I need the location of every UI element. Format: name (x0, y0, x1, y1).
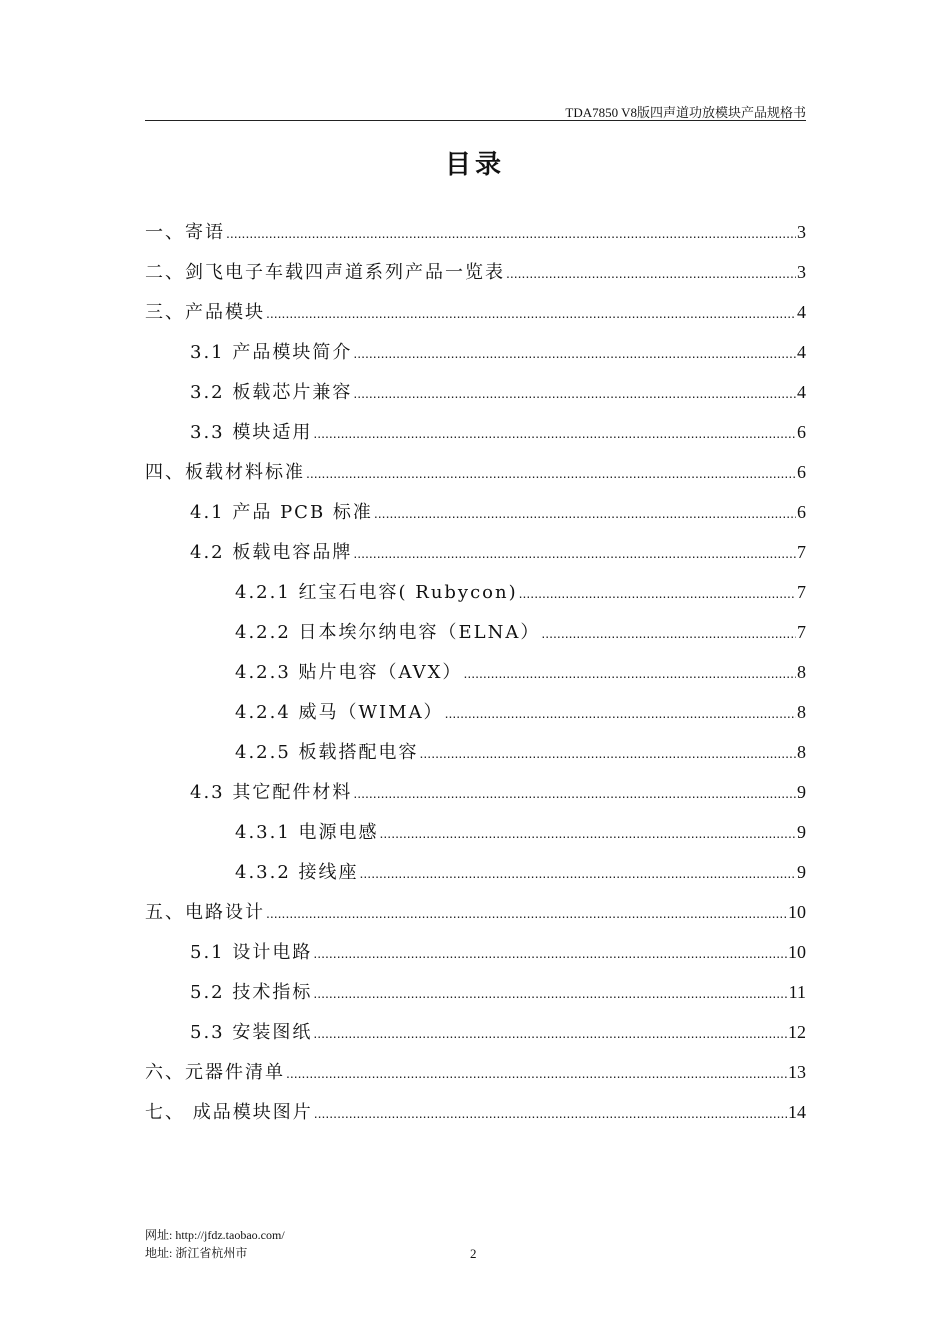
toc-dot-leader (353, 385, 796, 401)
footer-website (145, 1226, 806, 1244)
toc-dot-leader (353, 785, 796, 801)
toc-entry-page: 12 (788, 1022, 806, 1042)
toc-dot-leader (506, 265, 796, 281)
toc-entry-page: 10 (788, 942, 806, 962)
toc-dot-leader (360, 865, 796, 881)
toc-entry-page: 9 (797, 862, 806, 882)
toc-entry-label: 三、产品模块 (145, 302, 265, 323)
toc-entry-label: 四、板载材料标准 (145, 462, 305, 483)
toc-entry-label: 4.2 板载电容品牌 (190, 542, 353, 563)
footer-address-label: 地址: (145, 1246, 173, 1260)
toc-dot-leader (445, 705, 796, 721)
toc-dot-leader (380, 825, 796, 841)
toc-entry[interactable] (145, 218, 806, 258)
toc-entry[interactable] (145, 418, 806, 458)
toc-entry[interactable] (145, 618, 806, 658)
toc-entry[interactable] (145, 298, 806, 338)
toc-entry[interactable] (145, 458, 806, 498)
toc-dot-leader (353, 345, 796, 361)
page-header (145, 100, 806, 121)
toc-entry-page: 6 (797, 462, 806, 482)
toc-entry-page: 7 (797, 542, 806, 562)
toc-entry[interactable] (145, 898, 806, 938)
toc-dot-leader (374, 505, 796, 521)
toc-dot-leader (306, 465, 796, 481)
toc-entry-page: 9 (797, 822, 806, 842)
toc-entry-label: 3.2 板载芯片兼容 (190, 382, 353, 403)
toc-entry-page: 3 (797, 262, 806, 282)
toc-entry-label: 5.1 设计电路 (190, 942, 313, 963)
footer-website-label: 网址: (145, 1228, 173, 1242)
toc-dot-leader (314, 1105, 787, 1121)
toc-entry-label: 4.3.2 接线座 (235, 862, 359, 883)
toc-entry-label: 4.2.5 板载搭配电容 (235, 742, 419, 763)
toc-entry-page: 13 (788, 1062, 806, 1082)
toc-entry[interactable] (145, 578, 806, 618)
toc-entry[interactable] (145, 498, 806, 538)
table-of-contents (145, 218, 806, 1138)
toc-entry-page: 8 (797, 742, 806, 762)
toc-entry[interactable] (145, 338, 806, 378)
toc-entry-page: 4 (797, 302, 806, 322)
toc-dot-leader (353, 545, 796, 561)
toc-entry-label: 七、 成品模块图片 (145, 1102, 313, 1123)
toc-entry-label: 5.3 安装图纸 (190, 1022, 313, 1043)
toc-entry-page: 14 (788, 1102, 806, 1122)
toc-entry[interactable] (145, 738, 806, 778)
toc-entry[interactable] (145, 1098, 806, 1138)
toc-entry-label: 二、剑飞电子车载四声道系列产品一览表 (145, 262, 505, 283)
toc-entry-label: 4.2.2 日本埃尔纳电容（ELNA） (235, 622, 541, 643)
toc-entry-label: 4.2.3 贴片电容（AVX） (235, 662, 463, 683)
footer-website-link[interactable]: http://jfdz.taobao.com/ (175, 1228, 285, 1242)
toc-entry-label: 六、元器件清单 (145, 1062, 285, 1083)
toc-entry[interactable] (145, 1058, 806, 1098)
toc-dot-leader (420, 745, 796, 761)
toc-dot-leader (541, 625, 796, 641)
toc-entry[interactable] (145, 858, 806, 898)
toc-entry-page: 8 (797, 662, 806, 682)
toc-dot-leader (286, 1065, 787, 1081)
toc-entry-page: 11 (788, 982, 806, 1002)
toc-dot-leader (463, 665, 796, 681)
toc-entry[interactable] (145, 1018, 806, 1058)
toc-entry-label: 3.1 产品模块简介 (190, 342, 353, 363)
toc-dot-leader (313, 1025, 787, 1041)
toc-dot-leader (266, 905, 787, 921)
toc-entry-page: 4 (797, 382, 806, 402)
toc-entry[interactable] (145, 978, 806, 1018)
toc-entry[interactable] (145, 778, 806, 818)
toc-dot-leader (266, 305, 796, 321)
toc-entry-page: 4 (797, 342, 806, 362)
toc-entry-label: 5.2 技术指标 (190, 982, 313, 1003)
toc-entry-label: 4.2.1 红宝石电容( Rubycon) (235, 582, 518, 603)
toc-entry-page: 6 (797, 422, 806, 442)
toc-entry[interactable] (145, 818, 806, 858)
toc-entry-page: 7 (797, 582, 806, 602)
toc-entry-label: 4.1 产品 PCB 标准 (190, 502, 373, 523)
toc-entry-label: 4.2.4 威马（WIMA） (235, 702, 444, 723)
toc-entry-label: 4.3 其它配件材料 (190, 782, 353, 803)
toc-entry-page: 7 (797, 622, 806, 642)
footer-address-value: 浙江省杭州市 (175, 1246, 248, 1260)
toc-entry-page: 6 (797, 502, 806, 522)
toc-dot-leader (519, 585, 796, 601)
toc-entry-label: 3.3 模块适用 (190, 422, 313, 443)
toc-entry-page: 10 (788, 902, 806, 922)
toc-dot-leader (226, 225, 796, 241)
toc-entry[interactable] (145, 538, 806, 578)
toc-dot-leader (313, 985, 787, 1001)
page-title: 目录 (444, 150, 505, 180)
toc-entry[interactable] (145, 698, 806, 738)
toc-entry[interactable] (145, 658, 806, 698)
toc-entry-page: 9 (797, 782, 806, 802)
toc-entry-page: 3 (797, 222, 806, 242)
page-number: 2 (470, 1246, 477, 1261)
toc-entry[interactable] (145, 938, 806, 978)
toc-entry[interactable] (145, 378, 806, 418)
toc-entry-label: 4.3.1 电源电感 (235, 822, 379, 843)
toc-entry-label: 一、寄语 (145, 222, 225, 243)
toc-dot-leader (313, 945, 787, 961)
toc-entry-page: 8 (797, 702, 806, 722)
toc-entry-label: 五、电路设计 (145, 902, 265, 923)
toc-dot-leader (313, 425, 796, 441)
header-text: TDA7850 V8版四声道功放模块产品规格书 (565, 105, 806, 120)
toc-entry[interactable] (145, 258, 806, 298)
